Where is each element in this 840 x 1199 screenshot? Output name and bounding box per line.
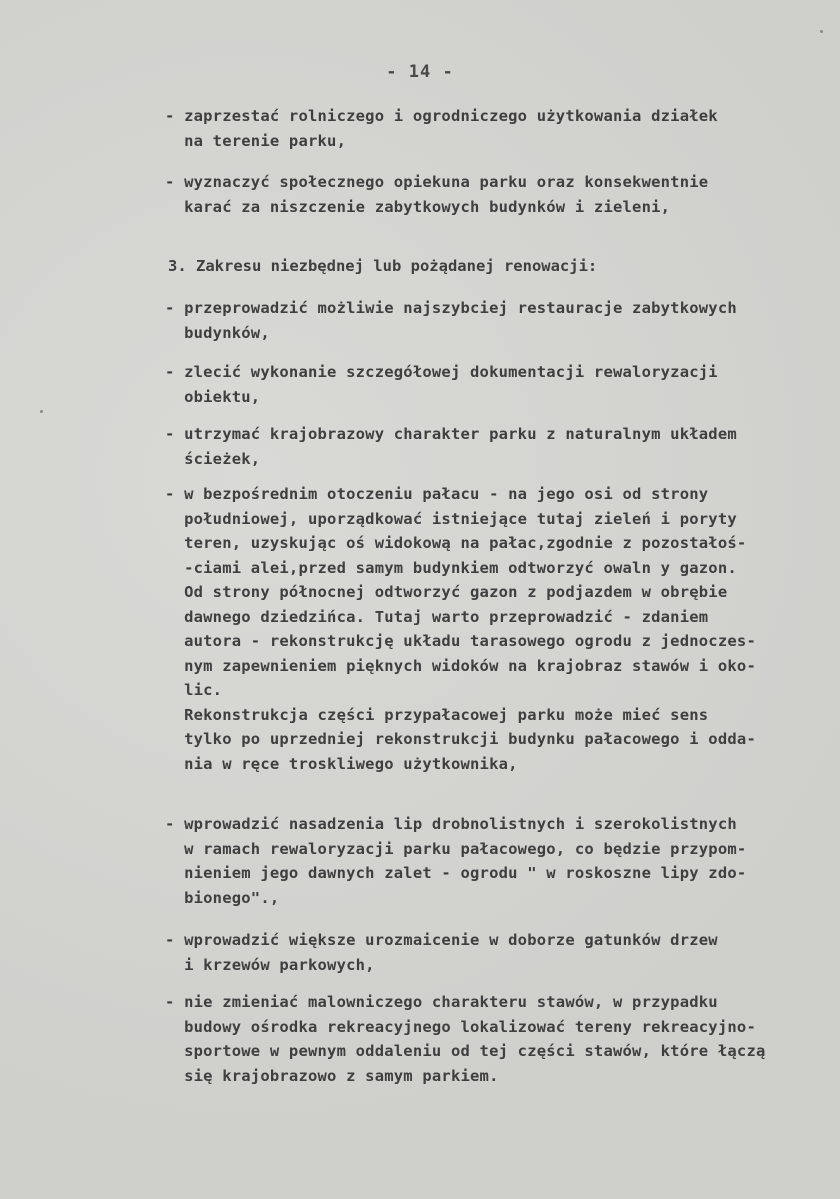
list-item-9: [165, 990, 810, 1088]
text-line: - wprowadzić nasadzenia lip drobnolistnych i szerokolistnych: [165, 815, 737, 833]
text-line: - w bezpośrednim otoczeniu pałacu - na jego osi od strony: [165, 485, 709, 503]
text-line: nym zapewnieniem pięknych widoków na krajobraz stawów i oko-: [165, 656, 756, 675]
text-line: na terenie parku,: [165, 131, 347, 150]
text-line: nieniem jego dawnych zalet - ogrodu " w roskoszne lipy zdo-: [165, 864, 747, 882]
text-line: karać za niszczenie zabytkowych budynków i zieleni,: [165, 197, 671, 216]
scan-speck: [820, 30, 823, 33]
text-line: -ciami alei,przed samym budynkiem odtworzyć owaln y gazon.: [165, 558, 737, 577]
text-line: budynków,: [165, 323, 270, 342]
text-line: tylko po uprzedniej rekonstrukcji budynku pałacowego i oddа-: [165, 730, 756, 748]
text-line: budowy ośrodka rekreacyjnego lokalizować tereny rekreacyjno-: [165, 1017, 756, 1036]
page-number: - 14 -: [386, 62, 454, 82]
scan-speck: [40, 410, 43, 413]
text-line: - przeprowadzić możliwie najszybciej restauracje zabytkowych: [165, 299, 737, 317]
text-line: autora - rekonstrukcję układu tarasowego ogrodu z jednoczes-: [165, 632, 756, 650]
list-item-5: [165, 422, 810, 471]
list-item-4: [165, 360, 810, 409]
text-line: sportowe w pewnym oddaleniu od tej części stawów, które łączą: [165, 1042, 766, 1060]
text-line: obiektu,: [165, 387, 261, 406]
list-item-3: [165, 296, 810, 345]
text-line: w ramach rewaloryzacji parku pałacowego, co będzie przypom-: [165, 839, 747, 858]
text-line: - zlecić wykonanie szczegółowej dokumentacji rewaloryzacji: [165, 363, 718, 381]
text-line: - nie zmieniać malowniczego charakteru stawów, w przypadku: [165, 993, 718, 1011]
list-item-2: [165, 170, 810, 219]
text-line: Rekonstrukcja części przypałacowej parku może mieć sens: [165, 705, 709, 724]
text-line: Od strony północnej odtworzyć gazon z podjazdem w obrębie: [165, 583, 728, 601]
text-line: lic.: [165, 681, 223, 699]
list-item-1: [165, 104, 810, 153]
text-line: - wyznaczyć społecznego opiekuna parku oraz konsekwentnie: [165, 173, 709, 191]
text-line: i krzewów parkowych,: [165, 955, 375, 974]
section-heading: 3. Zakresu niezbędnej lub pożądanej renowacji:: [168, 257, 598, 275]
text-line: - zaprzestać rolniczego i ogrodniczego użytkowania działek: [165, 107, 718, 125]
text-line: - wprowadzić większe urozmaicenie w doborze gatunków drzew: [165, 931, 718, 949]
text-line: się krajobrazowo z samym parkiem.: [165, 1066, 499, 1085]
text-line: nia w ręce troskliwego użytkownika,: [165, 754, 518, 773]
list-item-7: [165, 812, 810, 910]
text-line: ścieżek,: [165, 449, 261, 468]
text-line: teren, uzyskując oś widokową na pałac,zgodnie z pozostałoś-: [165, 534, 747, 552]
text-line: dawnego dziedzińca. Tutaj warto przeprowadzić - zdaniem: [165, 607, 709, 626]
list-item-6: [165, 482, 810, 776]
list-item-8: [165, 928, 810, 977]
text-line: bionego".,: [165, 888, 280, 907]
text-line: - utrzymać krajobrazowy charakter parku z naturalnym układem: [165, 425, 737, 443]
text-line: południowej, uporządkować istniejące tutaj zieleń i poryty: [165, 509, 737, 528]
